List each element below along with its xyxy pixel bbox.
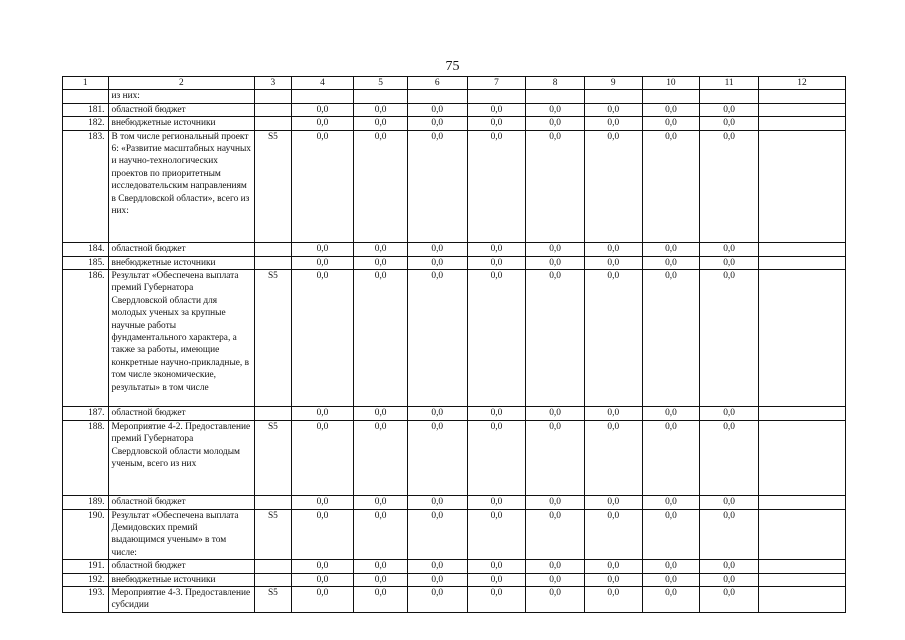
row-code-cell <box>255 243 291 256</box>
row-value-cell: 0,0 <box>642 573 700 586</box>
row-value-cell: 0,0 <box>291 509 354 560</box>
row-empty-cell <box>758 587 845 613</box>
row-value-cell: 0,0 <box>526 509 585 560</box>
column-header: 5 <box>354 77 408 90</box>
row-value-cell: 0,0 <box>642 117 700 130</box>
row-value-cell: 0,0 <box>642 256 700 269</box>
row-value-cell: 0,0 <box>407 270 467 407</box>
row-value-cell: 0,0 <box>526 573 585 586</box>
row-value-cell: 0,0 <box>526 130 585 243</box>
row-number-cell: 184. <box>63 243 109 256</box>
row-empty-cell <box>758 130 845 243</box>
row-empty-cell <box>758 496 845 509</box>
row-value-cell: 0,0 <box>584 270 642 407</box>
column-header: 7 <box>467 77 526 90</box>
row-value-cell: 0,0 <box>526 243 585 256</box>
row-value-cell: 0,0 <box>642 587 700 613</box>
row-number-cell: 183. <box>63 130 109 243</box>
row-value-cell <box>584 90 642 103</box>
row-name-cell: из них: <box>108 90 255 103</box>
row-empty-cell <box>758 117 845 130</box>
row-code-cell: S5 <box>255 270 291 407</box>
row-value-cell: 0,0 <box>291 103 354 116</box>
row-value-cell: 0,0 <box>526 407 585 420</box>
row-number-cell: 187. <box>63 407 109 420</box>
row-value-cell: 0,0 <box>291 407 354 420</box>
row-value-cell: 0,0 <box>700 243 759 256</box>
row-value-cell: 0,0 <box>642 103 700 116</box>
row-value-cell: 0,0 <box>642 560 700 573</box>
row-code-cell: S5 <box>255 130 291 243</box>
row-value-cell: 0,0 <box>467 509 526 560</box>
row-value-cell: 0,0 <box>467 573 526 586</box>
column-header: 6 <box>407 77 467 90</box>
row-value-cell: 0,0 <box>700 256 759 269</box>
row-value-cell <box>354 90 408 103</box>
row-number-cell: 190. <box>63 509 109 560</box>
row-empty-cell <box>758 509 845 560</box>
row-value-cell: 0,0 <box>291 243 354 256</box>
table-row <box>63 407 846 420</box>
table-row <box>63 587 846 613</box>
row-name-cell: В том числе региональный проект 6: «Развитие масштабных научных и научно-технологических проектов по приоритетным исследовательским направлениям в Свердловской области», всего из них: <box>108 130 255 243</box>
row-name-cell: Результат «Обеспечена выплата Демидовских премий выдающимся ученым» в том числе: <box>108 509 255 560</box>
table-row <box>63 270 846 407</box>
row-name-cell: внебюджетные источники <box>108 573 255 586</box>
row-value-cell: 0,0 <box>526 117 585 130</box>
row-value-cell: 0,0 <box>354 560 408 573</box>
row-value-cell: 0,0 <box>526 496 585 509</box>
row-value-cell: 0,0 <box>407 496 467 509</box>
row-value-cell: 0,0 <box>467 256 526 269</box>
row-value-cell: 0,0 <box>354 130 408 243</box>
row-value-cell <box>642 90 700 103</box>
row-value-cell: 0,0 <box>467 496 526 509</box>
row-value-cell: 0,0 <box>467 420 526 495</box>
row-value-cell: 0,0 <box>700 103 759 116</box>
row-value-cell: 0,0 <box>407 103 467 116</box>
column-header: 10 <box>642 77 700 90</box>
row-number-cell: 185. <box>63 256 109 269</box>
row-name-cell: Результат «Обеспечена выплата премий Губернатора Свердловской области для молодых ученых за крупные научные работы фундаментального характера, а также за работы, имеющие конкретные научно-прикладные, в том числе экономические, результаты» в том числе <box>108 270 255 407</box>
row-code-cell: S5 <box>255 509 291 560</box>
row-number-cell: 192. <box>63 573 109 586</box>
row-value-cell: 0,0 <box>467 130 526 243</box>
row-value-cell: 0,0 <box>291 130 354 243</box>
row-empty-cell <box>758 243 845 256</box>
row-name-cell: областной бюджет <box>108 560 255 573</box>
row-value-cell: 0,0 <box>354 496 408 509</box>
table-row <box>63 243 846 256</box>
row-value-cell: 0,0 <box>642 496 700 509</box>
table-row <box>63 90 846 103</box>
column-header: 11 <box>700 77 759 90</box>
row-value-cell: 0,0 <box>291 587 354 613</box>
row-value-cell: 0,0 <box>642 407 700 420</box>
column-header: 3 <box>255 77 291 90</box>
row-value-cell: 0,0 <box>291 256 354 269</box>
row-value-cell: 0,0 <box>467 407 526 420</box>
table-row <box>63 130 846 243</box>
row-code-cell <box>255 496 291 509</box>
row-code-cell <box>255 407 291 420</box>
table-row <box>63 573 846 586</box>
row-value-cell: 0,0 <box>642 243 700 256</box>
row-empty-cell <box>758 407 845 420</box>
row-empty-cell <box>758 560 845 573</box>
row-value-cell <box>467 90 526 103</box>
row-value-cell: 0,0 <box>467 103 526 116</box>
row-value-cell: 0,0 <box>407 243 467 256</box>
row-value-cell: 0,0 <box>354 587 408 613</box>
row-value-cell: 0,0 <box>467 243 526 256</box>
table-row <box>63 496 846 509</box>
row-empty-cell <box>758 420 845 495</box>
row-value-cell: 0,0 <box>407 420 467 495</box>
row-code-cell <box>255 90 291 103</box>
row-empty-cell <box>758 573 845 586</box>
row-value-cell: 0,0 <box>700 509 759 560</box>
row-value-cell: 0,0 <box>354 256 408 269</box>
row-name-cell: областной бюджет <box>108 407 255 420</box>
row-value-cell: 0,0 <box>354 117 408 130</box>
table-row <box>63 103 846 116</box>
row-value-cell: 0,0 <box>467 270 526 407</box>
table-row <box>63 509 846 560</box>
row-value-cell: 0,0 <box>584 243 642 256</box>
row-value-cell: 0,0 <box>584 573 642 586</box>
row-number-cell: 191. <box>63 560 109 573</box>
row-value-cell: 0,0 <box>584 509 642 560</box>
row-value-cell: 0,0 <box>584 560 642 573</box>
row-value-cell: 0,0 <box>584 420 642 495</box>
row-number-cell: 188. <box>63 420 109 495</box>
row-value-cell: 0,0 <box>354 243 408 256</box>
row-value-cell: 0,0 <box>584 256 642 269</box>
row-code-cell <box>255 117 291 130</box>
row-value-cell: 0,0 <box>584 407 642 420</box>
row-value-cell: 0,0 <box>700 587 759 613</box>
row-value-cell: 0,0 <box>700 130 759 243</box>
row-value-cell: 0,0 <box>700 560 759 573</box>
row-value-cell: 0,0 <box>700 420 759 495</box>
row-value-cell: 0,0 <box>467 587 526 613</box>
row-number-cell: 189. <box>63 496 109 509</box>
row-value-cell: 0,0 <box>642 130 700 243</box>
row-value-cell: 0,0 <box>526 587 585 613</box>
row-value-cell: 0,0 <box>584 117 642 130</box>
row-code-cell: S5 <box>255 587 291 613</box>
row-value-cell: 0,0 <box>354 420 408 495</box>
row-value-cell: 0,0 <box>407 573 467 586</box>
row-value-cell: 0,0 <box>467 560 526 573</box>
row-value-cell: 0,0 <box>526 560 585 573</box>
row-code-cell <box>255 256 291 269</box>
column-header: 9 <box>584 77 642 90</box>
budget-table <box>62 76 846 613</box>
row-value-cell: 0,0 <box>526 103 585 116</box>
row-number-cell: 193. <box>63 587 109 613</box>
row-name-cell: внебюджетные источники <box>108 117 255 130</box>
row-name-cell: областной бюджет <box>108 243 255 256</box>
row-value-cell: 0,0 <box>407 509 467 560</box>
row-value-cell: 0,0 <box>584 103 642 116</box>
column-header: 1 <box>63 77 109 90</box>
row-value-cell: 0,0 <box>642 509 700 560</box>
row-value-cell: 0,0 <box>584 496 642 509</box>
row-value-cell: 0,0 <box>700 117 759 130</box>
table-row <box>63 256 846 269</box>
row-empty-cell <box>758 103 845 116</box>
row-value-cell <box>526 90 585 103</box>
row-value-cell: 0,0 <box>291 496 354 509</box>
row-empty-cell <box>758 256 845 269</box>
row-value-cell: 0,0 <box>700 496 759 509</box>
row-value-cell: 0,0 <box>291 560 354 573</box>
row-name-cell: Мероприятие 4-3. Предоставление субсидии <box>108 587 255 613</box>
row-value-cell: 0,0 <box>700 573 759 586</box>
row-value-cell: 0,0 <box>407 256 467 269</box>
row-empty-cell <box>758 90 845 103</box>
row-number-cell: 186. <box>63 270 109 407</box>
column-header: 8 <box>526 77 585 90</box>
table-row <box>63 420 846 495</box>
row-code-cell <box>255 103 291 116</box>
row-value-cell: 0,0 <box>526 270 585 407</box>
page-number: 75 <box>445 59 460 74</box>
row-value-cell: 0,0 <box>354 270 408 407</box>
table-row <box>63 560 846 573</box>
row-name-cell: областной бюджет <box>108 103 255 116</box>
row-number-cell: 181. <box>63 103 109 116</box>
row-name-cell: областной бюджет <box>108 496 255 509</box>
row-code-cell <box>255 560 291 573</box>
row-value-cell: 0,0 <box>700 407 759 420</box>
row-value-cell: 0,0 <box>291 117 354 130</box>
row-name-cell: Мероприятие 4-2. Предоставление премий Губернатора Свердловской области молодым ученым, всего из них <box>108 420 255 495</box>
row-number-cell <box>63 90 109 103</box>
row-value-cell: 0,0 <box>700 270 759 407</box>
column-header: 4 <box>291 77 354 90</box>
row-value-cell: 0,0 <box>467 117 526 130</box>
row-value-cell: 0,0 <box>354 407 408 420</box>
row-value-cell: 0,0 <box>291 573 354 586</box>
row-value-cell: 0,0 <box>354 103 408 116</box>
row-code-cell <box>255 573 291 586</box>
row-value-cell: 0,0 <box>407 130 467 243</box>
row-empty-cell <box>758 270 845 407</box>
row-code-cell: S5 <box>255 420 291 495</box>
row-value-cell: 0,0 <box>407 587 467 613</box>
row-value-cell: 0,0 <box>526 256 585 269</box>
row-number-cell: 182. <box>63 117 109 130</box>
row-value-cell: 0,0 <box>584 130 642 243</box>
row-value-cell <box>407 90 467 103</box>
row-value-cell: 0,0 <box>642 420 700 495</box>
row-value-cell: 0,0 <box>642 270 700 407</box>
table-row <box>63 117 846 130</box>
column-header: 2 <box>108 77 255 90</box>
row-value-cell: 0,0 <box>291 420 354 495</box>
row-value-cell: 0,0 <box>354 509 408 560</box>
row-value-cell: 0,0 <box>584 587 642 613</box>
row-name-cell: внебюджетные источники <box>108 256 255 269</box>
column-header: 12 <box>758 77 845 90</box>
row-value-cell: 0,0 <box>407 117 467 130</box>
row-value-cell <box>291 90 354 103</box>
row-value-cell: 0,0 <box>526 420 585 495</box>
row-value-cell: 0,0 <box>407 407 467 420</box>
row-value-cell: 0,0 <box>354 573 408 586</box>
row-value-cell: 0,0 <box>291 270 354 407</box>
row-value-cell: 0,0 <box>407 560 467 573</box>
row-value-cell <box>700 90 759 103</box>
table-header-row <box>63 77 846 90</box>
